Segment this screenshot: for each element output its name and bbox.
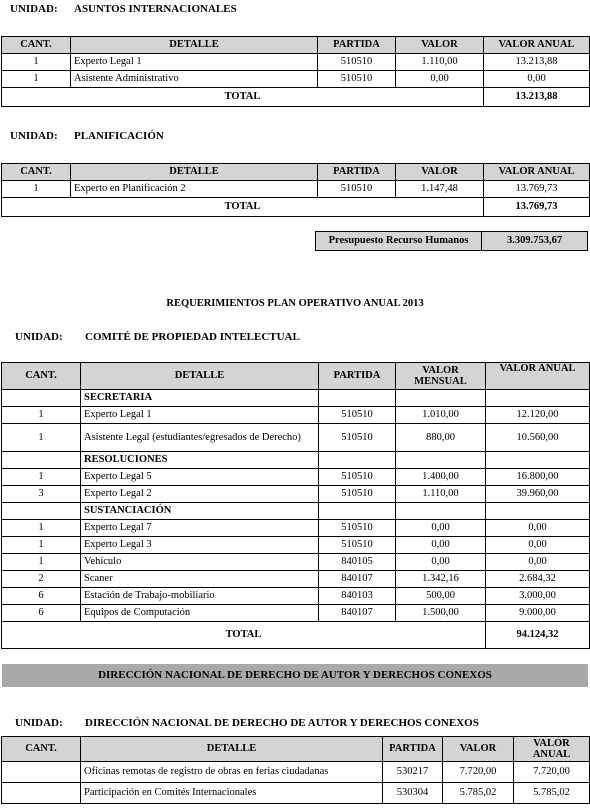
col-valor: VALOR <box>396 37 484 54</box>
cell-partida: 530217 <box>383 762 443 783</box>
cell-cant: 1 <box>2 54 71 71</box>
col-cant: CANT. <box>2 737 81 762</box>
table-row <box>2 71 590 88</box>
col-cant: CANT. <box>2 363 81 390</box>
unit-label: UNIDAD: <box>15 331 63 343</box>
total-row <box>2 88 590 107</box>
cell-valor: 0,00 <box>396 520 486 537</box>
cell-valor: 1.342,16 <box>396 571 486 588</box>
cell-partida: 510510 <box>318 54 396 71</box>
unit-heading-planificacion <box>10 130 164 142</box>
cell-detalle: Asistente Legal (estudiantes/egresados de Derecho) <box>81 424 319 452</box>
unit-heading-asuntos <box>10 3 237 15</box>
cell-cant: 1 <box>2 520 81 537</box>
table-row <box>2 554 590 571</box>
cell-detalle: Experto Legal 2 <box>81 486 319 503</box>
col-valor-anual: VALOR ANUAL <box>514 737 590 762</box>
col-partida: PARTIDA <box>319 363 396 390</box>
col-partida: PARTIDA <box>318 37 396 54</box>
cell-detalle: Experto Legal 7 <box>81 520 319 537</box>
cell-valor-anual: 10.560,00 <box>486 424 590 452</box>
table-row <box>2 469 590 486</box>
cell-valor-anual: 0,00 <box>486 520 590 537</box>
cell-detalle: Experto Legal 1 <box>81 407 319 424</box>
cell-detalle: Experto Legal 1 <box>71 54 318 71</box>
table-row <box>2 588 590 605</box>
cell-partida: 510510 <box>319 407 396 424</box>
cell-cant: 6 <box>2 605 81 622</box>
cell-partida: 510510 <box>319 424 396 452</box>
cell-cant: 3 <box>2 486 81 503</box>
table-row <box>2 520 590 537</box>
unit-name: COMITÉ DE PROPIEDAD INTELECTUAL <box>85 331 300 343</box>
group-row <box>2 390 590 407</box>
cell-valor: 1.147,48 <box>396 181 484 198</box>
cell-cant: 1 <box>2 537 81 554</box>
group-label: SUSTANCIACIÓN <box>81 503 319 520</box>
cell-valor: 1.110,00 <box>396 486 486 503</box>
cell-detalle: Experto Legal 3 <box>81 537 319 554</box>
cell-valor: 1.010,00 <box>396 407 486 424</box>
col-partida: PARTIDA <box>383 737 443 762</box>
cell-detalle: Participación en Comités Internacionales <box>81 783 383 804</box>
cell-valor: 500,00 <box>396 588 486 605</box>
table-row <box>2 54 590 71</box>
group-label: SECRETARIA <box>81 390 319 407</box>
cell-valor-anual: 2.684,32 <box>486 571 590 588</box>
table-row <box>2 181 590 198</box>
cell-cant: 2 <box>2 571 81 588</box>
cell-partida: 510510 <box>319 469 396 486</box>
table-row <box>2 605 590 622</box>
cell-valor-anual: 16.800,00 <box>486 469 590 486</box>
cell-detalle: Oficinas remotas de registro de obras en ferias ciudadanas <box>81 762 383 783</box>
cell-valor: 0,00 <box>396 71 484 88</box>
col-valor-mensual: VALOR MENSUAL <box>396 363 486 390</box>
col-partida: PARTIDA <box>318 164 396 181</box>
unit-heading-comite <box>15 331 300 343</box>
total-label: TOTAL <box>2 622 486 649</box>
cell-valor: 0,00 <box>396 554 486 571</box>
cell-valor-anual: 39.960,00 <box>486 486 590 503</box>
cell-partida: 510510 <box>318 181 396 198</box>
cell-detalle: Equipos de Computación <box>81 605 319 622</box>
cell-partida: 840107 <box>319 605 396 622</box>
cell-partida: 530304 <box>383 783 443 804</box>
table-header-row <box>2 164 590 181</box>
unit-label: UNIDAD: <box>10 130 58 142</box>
col-valor: VALOR <box>443 737 514 762</box>
table-row <box>2 424 590 452</box>
col-valor-anual: VALOR ANUAL <box>486 363 590 390</box>
col-detalle: DETALLE <box>81 363 319 390</box>
cell-detalle: Asistente Administrativo <box>71 71 318 88</box>
total-label: TOTAL <box>2 88 484 107</box>
cell-cant: 6 <box>2 588 81 605</box>
total-label: TOTAL <box>2 198 484 217</box>
cell-valor-anual: 3.000,00 <box>486 588 590 605</box>
cell-partida: 510510 <box>319 537 396 554</box>
unit-name: ASUNTOS INTERNACIONALES <box>74 3 237 15</box>
cell-cant <box>2 783 81 804</box>
cell-valor: 7.720,00 <box>443 762 514 783</box>
cell-detalle: Scaner <box>81 571 319 588</box>
cell-valor-anual: 9.000,00 <box>486 605 590 622</box>
unit-name: PLANIFICACIÓN <box>74 130 164 142</box>
cell-cant: 1 <box>2 71 71 88</box>
group-label: RESOLUCIONES <box>81 452 319 469</box>
table-header-row <box>2 737 590 762</box>
cell-partida: 510510 <box>318 71 396 88</box>
cell-valor: 1.110,00 <box>396 54 484 71</box>
unit-label: UNIDAD: <box>15 717 63 729</box>
total-value: 13.213,88 <box>484 88 590 107</box>
table-header-row <box>2 363 590 390</box>
plan-title: REQUERIMIENTOS PLAN OPERATIVO ANUAL 2013 <box>166 298 424 309</box>
cell-cant: 1 <box>2 407 81 424</box>
table-comite <box>1 362 590 649</box>
cell-valor: 5.785,02 <box>443 783 514 804</box>
col-valor-anual: VALOR ANUAL <box>484 37 590 54</box>
section-banner: DIRECCIÓN NACIONAL DE DERECHO DE AUTOR Y DERECHOS CONEXOS <box>2 664 588 687</box>
cell-valor-anual: 12.120,00 <box>486 407 590 424</box>
cell-partida: 840103 <box>319 588 396 605</box>
cell-valor: 0,00 <box>396 537 486 554</box>
table-derecho-autor <box>1 736 590 804</box>
unit-name: DIRECCIÓN NACIONAL DE DERECHO DE AUTOR Y DERECHOS CONEXOS <box>85 717 479 729</box>
table-row <box>2 783 590 804</box>
col-cant: CANT. <box>2 37 71 54</box>
cell-cant: 1 <box>2 424 81 452</box>
cell-valor-anual: 0,00 <box>484 71 590 88</box>
unit-heading-derecho-autor <box>15 717 479 729</box>
total-value: 94.124,32 <box>486 622 590 649</box>
table-row <box>2 407 590 424</box>
group-row <box>2 503 590 520</box>
cell-valor-anual: 13.213,88 <box>484 54 590 71</box>
col-detalle: DETALLE <box>81 737 383 762</box>
cell-cant: 1 <box>2 554 81 571</box>
table-row <box>2 762 590 783</box>
cell-valor-anual: 7.720,00 <box>514 762 590 783</box>
table-row <box>2 537 590 554</box>
cell-cant <box>2 762 81 783</box>
total-row <box>2 622 590 649</box>
col-detalle: DETALLE <box>71 164 318 181</box>
cell-valor-anual: 0,00 <box>486 554 590 571</box>
cell-detalle: Experto Legal 5 <box>81 469 319 486</box>
table-row <box>2 486 590 503</box>
cell-cant: 1 <box>2 181 71 198</box>
cell-valor: 1.400,00 <box>396 469 486 486</box>
cell-valor: 1.500,00 <box>396 605 486 622</box>
budget-box <box>315 231 588 251</box>
col-cant: CANT. <box>2 164 71 181</box>
cell-partida: 840105 <box>319 554 396 571</box>
table-row <box>2 571 590 588</box>
cell-valor-anual: 13.769,73 <box>484 181 590 198</box>
group-row <box>2 452 590 469</box>
table-header-row <box>2 37 590 54</box>
col-valor: VALOR <box>396 164 484 181</box>
col-detalle: DETALLE <box>71 37 318 54</box>
cell-cant: 1 <box>2 469 81 486</box>
cell-valor-anual: 5.785,02 <box>514 783 590 804</box>
cell-valor: 880,00 <box>396 424 486 452</box>
budget-label: Presupuesto Recurso Humanos <box>316 232 482 251</box>
cell-detalle: Vehículo <box>81 554 319 571</box>
total-row <box>2 198 590 217</box>
unit-label: UNIDAD: <box>10 3 58 15</box>
cell-detalle: Estación de Trabajo-mobiliario <box>81 588 319 605</box>
cell-detalle: Experto en Planificación 2 <box>71 181 318 198</box>
cell-partida: 840107 <box>319 571 396 588</box>
col-valor-anual: VALOR ANUAL <box>484 164 590 181</box>
table-planificacion <box>1 163 590 217</box>
table-asuntos <box>1 36 590 107</box>
cell-partida: 510510 <box>319 486 396 503</box>
total-value: 13.769,73 <box>484 198 590 217</box>
cell-valor-anual: 0,00 <box>486 537 590 554</box>
cell-partida: 510510 <box>319 520 396 537</box>
budget-value: 3.309.753,67 <box>482 232 588 251</box>
